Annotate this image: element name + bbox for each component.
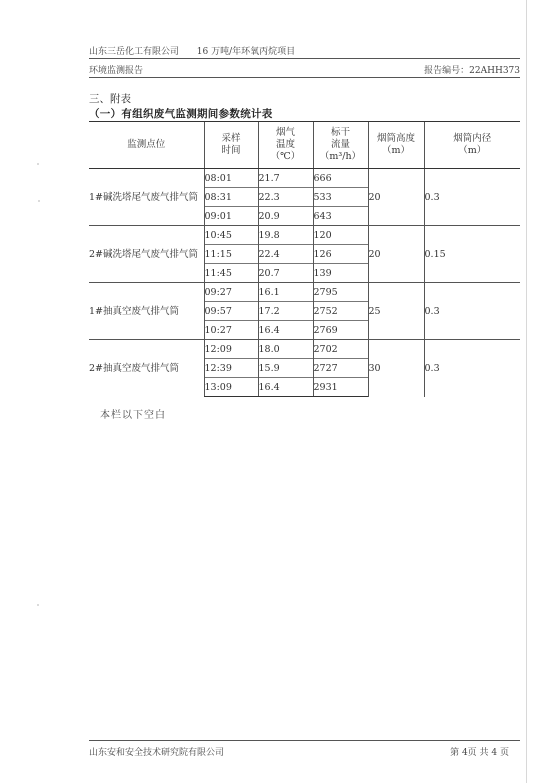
- sampling-time: 09:57: [204, 302, 258, 321]
- std-dry-flow: 533: [313, 188, 368, 207]
- flue-temp: 19.8: [258, 226, 313, 245]
- flue-temp: 16.4: [258, 378, 313, 397]
- blank-below-note: 本栏以下空白: [100, 410, 166, 421]
- header-project: 16 万吨/年环氧丙烷项目: [196, 47, 296, 57]
- scan-speck: [38, 200, 40, 202]
- sampling-time: 09:01: [204, 207, 258, 226]
- table-row: [89, 340, 520, 359]
- table-row: [89, 283, 520, 302]
- flue-temp: 22.4: [258, 245, 313, 264]
- std-dry-flow: 139: [313, 264, 368, 283]
- header-company: 山东三岳化工有限公司: [89, 47, 180, 57]
- table-row: [89, 226, 520, 245]
- header-sampling-time: 采样 时间: [204, 122, 258, 169]
- flue-temp: 21.7: [258, 169, 313, 188]
- flue-temp: 18.0: [258, 340, 313, 359]
- std-dry-flow: 666: [313, 169, 368, 188]
- sampling-time: 10:45: [204, 226, 258, 245]
- table-title: （一）有组织废气监测期间参数统计表: [89, 108, 273, 120]
- monitoring-point: 1#抽真空废气排气筒: [89, 283, 204, 340]
- footer-page-number: 第 4页 共 4 页: [450, 748, 509, 758]
- header-rule-bottom: [89, 77, 520, 78]
- header-report-number: 报告编号：22AHH373: [424, 66, 520, 76]
- header-flue-temp: 烟气 温度 （℃）: [258, 122, 313, 169]
- stack-diameter: 0.3: [424, 283, 520, 340]
- std-dry-flow: 2752: [313, 302, 368, 321]
- flue-temp: 15.9: [258, 359, 313, 378]
- monitoring-point: 1#碱洗塔尾气废气排气筒: [89, 169, 204, 226]
- flue-temp: 20.9: [258, 207, 313, 226]
- std-dry-flow: 2702: [313, 340, 368, 359]
- std-dry-flow: 2727: [313, 359, 368, 378]
- sampling-time: 12:39: [204, 359, 258, 378]
- parameter-stats-table: [89, 121, 520, 397]
- sampling-time: 08:31: [204, 188, 258, 207]
- header-stack-diameter: 烟筒内径 （m）: [424, 122, 520, 169]
- flue-temp: 16.1: [258, 283, 313, 302]
- stack-height: 30: [368, 340, 424, 397]
- table-header-row: [89, 122, 520, 169]
- stack-height: 20: [368, 226, 424, 283]
- footer-rule: [89, 740, 520, 741]
- scan-speck: [37, 163, 39, 165]
- sampling-time: 09:27: [204, 283, 258, 302]
- flue-temp: 17.2: [258, 302, 313, 321]
- stack-diameter: 0.15: [424, 226, 520, 283]
- stack-height: 25: [368, 283, 424, 340]
- flue-temp: 22.3: [258, 188, 313, 207]
- std-dry-flow: 126: [313, 245, 368, 264]
- sampling-time: 08:01: [204, 169, 258, 188]
- sampling-time: 11:45: [204, 264, 258, 283]
- scan-speck: [37, 604, 39, 606]
- flue-temp: 20.7: [258, 264, 313, 283]
- sampling-time: 10:27: [204, 321, 258, 340]
- stack-diameter: 0.3: [424, 340, 520, 397]
- flue-temp: 16.4: [258, 321, 313, 340]
- header-company-line: [89, 44, 295, 57]
- stack-diameter: 0.3: [424, 169, 520, 226]
- std-dry-flow: 2795: [313, 283, 368, 302]
- header-monitoring-point: 监测点位: [89, 122, 204, 169]
- table-row: [89, 169, 520, 188]
- sampling-time: 11:15: [204, 245, 258, 264]
- header-rule-top: [89, 58, 520, 59]
- monitoring-point: 2#抽真空废气排气筒: [89, 340, 204, 397]
- std-dry-flow: 643: [313, 207, 368, 226]
- footer-institute: 山东安和安全技术研究院有限公司: [89, 748, 225, 758]
- header-std-dry-flow: 标干 流量 （m³/h）: [313, 122, 368, 169]
- sampling-time: 13:09: [204, 378, 258, 397]
- std-dry-flow: 2769: [313, 321, 368, 340]
- sampling-time: 12:09: [204, 340, 258, 359]
- section-title: 三、附表: [89, 93, 131, 105]
- page-edge-line: [526, 0, 527, 783]
- stack-height: 20: [368, 169, 424, 226]
- std-dry-flow: 2931: [313, 378, 368, 397]
- header-report-type: 环境监测报告: [89, 66, 144, 76]
- header-stack-height: 烟筒高度 （m）: [368, 122, 424, 169]
- monitoring-point: 2#碱洗塔尾气废气排气筒: [89, 226, 204, 283]
- std-dry-flow: 120: [313, 226, 368, 245]
